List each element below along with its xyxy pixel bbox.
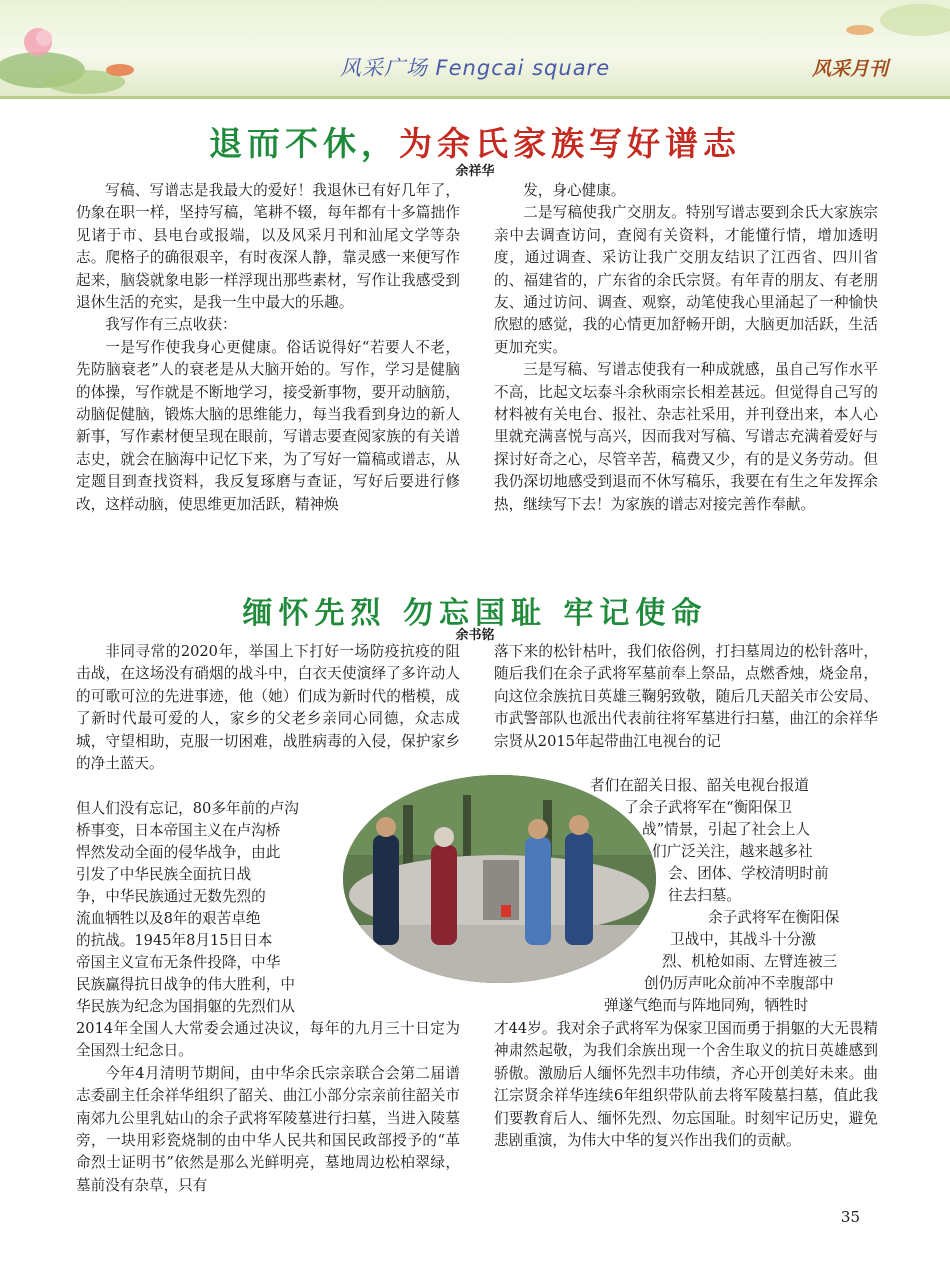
paragraph: 发，身心健康。: [523, 182, 626, 199]
paragraph: 一是写作使我身心更健康。俗话说得好“若要人不老，先防脑衰老”人的衰老是从大脑开始的。写作，学习是健脑的体操，写作就是不断地学习，接受新事物，要开动脑筋，动脑促健脑，锻炼大脑的思维能力，每当我看到身边的新人新事，写作素材便呈现在眼前，写谱志要查阅家族的有关谱志史，就会在脑海中记忆下来，为了写好一篇稿或谱志，从定题目到查找资料，我反复琢磨与查证，写好后要进行修改，这样动脑，使思维更加活跃，精神焕: [76, 338, 460, 513]
text-line: 的抗战。1945年8月15日日本: [76, 932, 273, 949]
tomb-visit-photo: [343, 775, 656, 983]
text-line: 但人们没有忘记，80多年前的卢沟: [76, 800, 299, 817]
article1-left-column: [76, 180, 460, 516]
text-line: 余子武将军在衡阳保: [708, 909, 840, 926]
text-line: 会、团体、学校清明时前: [668, 865, 829, 882]
paragraph: 三是写稿、写谱志使我有一种成就感，虽自己写作水平不高，比起文坛泰斗余秋雨宗长相差甚远。但觉得自己写的材料被有关电台、报社、杂志社采用，并刊登出来，本人心里就充满喜悦与高兴，因而我对写稿、写谱志充满着爱好与探讨好奇之心，尽管辛苦，稿费又少，有的是义务劳动。但我仍深切地感受到退而不休写稿乐，我要在有生之年发挥余热，继续写下去！为家族的谱志对接完善作奉献。: [494, 361, 878, 513]
paragraph: 二是写稿使我广交朋友。特别写谱志要到余氏大家族宗亲中去调查访问，查阅有关资料，才能懂行情，增加透明度，通过调查、采访让我广交朋友结识了江西省、四川省的、福建省的，广东省的余氏宗贤。有年青的朋友、有老朋友、通过访问、调查、观察，动笔使我心里涌起了一种愉快欣慰的感觉，我的心情更加舒畅开朗，大脑更加活跃，生活更加充实。: [494, 204, 878, 356]
header-divider: [0, 96, 950, 99]
article1-right-column: [494, 180, 878, 516]
article2-author: 余书铭: [455, 628, 495, 643]
paragraph: 2014年全国人大常委会通过决议，每年的九月三十日定为全国烈士纪念日。: [76, 1020, 460, 1060]
article1-title-part1: 退而不休，: [209, 124, 399, 163]
paragraph: 非同寻常的2020年，举国上下打好一场防疫抗疫的阻击战，在这场没有硝烟的战斗中，白衣天使演绎了多许动人的可歌可泣的先进事迹，他（她）们成为新时代的楷模，成了新时代最可爱的人，家乡的父老乡亲同心同德，众志成城，守望相助，克服一切困难，战胜病毒的入侵，保护家乡的净土蓝天。: [76, 643, 460, 773]
text-line: 弹遂气绝而与阵地同殉，牺牲时: [604, 997, 809, 1014]
text-line: 者们在韶关日报、韶关电视台报道: [590, 777, 809, 794]
text-line: 战”情景，引起了社会上人: [642, 821, 810, 838]
text-line: 悍然发动全面的侵华战争，由此: [76, 844, 281, 861]
article2-left-top: [76, 641, 460, 775]
fish-decoration-icon: [800, 0, 950, 98]
lotus-decoration-icon: [0, 0, 150, 98]
paragraph: 才44岁。我对余子武将军为保家卫国而勇于捐躯的大无畏精神肃然起敬，为我们余族出现一个舍生取义的抗日英雄感到骄傲。激励后人缅怀先烈丰功伟绩，齐心开创美好未来。曲江宗贤余祥华连续6年组织带队前去将军陵墓扫墓，值此我们要教育后人、缅怀先烈、勿忘国耻。时刻牢记历史，避免悲剧重演，为伟大中华的复兴作出我们的贡献。: [494, 1020, 878, 1150]
text-line: 往去扫墓。: [668, 887, 741, 904]
section-title: 风采广场 Fengcai square: [339, 56, 611, 80]
article1-title: [0, 118, 950, 165]
text-line: 华民族为纪念为国捐躯的先烈们从: [76, 998, 295, 1015]
article2-left-wrap: [76, 798, 376, 1028]
page-header: [0, 0, 950, 98]
article2-right-top: [494, 641, 878, 753]
text-line: 桥事变，日本帝国主义在卢沟桥: [76, 822, 281, 839]
text-line: 烈、机枪如雨、左臂连被三: [662, 953, 838, 970]
text-line: 帝国主义宣布无条件投降，中华: [76, 954, 281, 971]
text-line: 创仍厉声叱众前冲不幸腹部中: [644, 975, 834, 992]
page-number: 35: [840, 1208, 860, 1226]
article2-left-bottom: [76, 1018, 460, 1197]
text-line: 卫战中，其战斗十分激: [670, 931, 816, 948]
text-line: 引发了中华民族全面抗日战: [76, 866, 252, 883]
photo-illustration-icon: [343, 775, 656, 983]
article2-right-bottom: [494, 1018, 878, 1152]
paragraph: 写稿、写谱志是我最大的爱好！我退休已有好几年了，仍象在职一样，坚持写稿，笔耕不辍，每年都有十多篇拙作见诸于市、县电台或报端，以及风采月刊和汕尾文学等杂志。爬格子的确很艰辛，有时夜深人静，靠灵感一来便写作起来，脑袋就象电影一样浮现出那些素材，写作让我感受到退休生活的充实，是我一生中最大的乐趣。: [76, 182, 460, 312]
magazine-name: 风采月刊: [811, 58, 888, 80]
text-line: 了余子武将军在“衡阳保卫: [624, 799, 792, 816]
text-line: 们广泛关注，越来越多社: [652, 843, 813, 860]
text-line: 争，中华民族通过无数先烈的: [76, 888, 266, 905]
paragraph: 我写作有三点收获：: [105, 316, 237, 334]
text-line: 流血牺牲以及8年的艰苦卓绝: [76, 910, 261, 927]
paragraph: 今年4月清明节期间，由中华余氏宗亲联合会第二届谱志委副主任余祥华组织了韶关、曲江小部分宗亲前往韶关市南郊九公里乳姑山的余子武将军陵墓进行扫墓，当进入陵墓旁，一块用彩瓷烧制的由中华人民共和国民政部授予的“革命烈士证明书”依然是那么光鲜明亮，墓地周边松柏翠绿，墓前没有杂草，只有: [76, 1064, 460, 1194]
text-line: 民族赢得抗日战争的伟大胜利，中: [76, 976, 295, 993]
paragraph: 落下来的松针枯叶，我们依俗例，打扫墓周边的松针落叶，随后我们在余子武将军墓前奉上祭品，点燃香烛，烧金帛，向这位余族抗日英雄三鞠躬致敬，随后几天韶关市公安局、市武警部队也派出代表前往将军墓进行扫墓，曲江的余祥华宗贤从2015年起带曲江电视台的记: [494, 643, 878, 750]
article1-title-part2: 为余氏家族写好谱志: [399, 124, 741, 163]
article1-author: 余祥华: [455, 164, 495, 179]
article2-title: 缅怀先烈 勿忘国耻 牢记使命: [242, 596, 708, 631]
